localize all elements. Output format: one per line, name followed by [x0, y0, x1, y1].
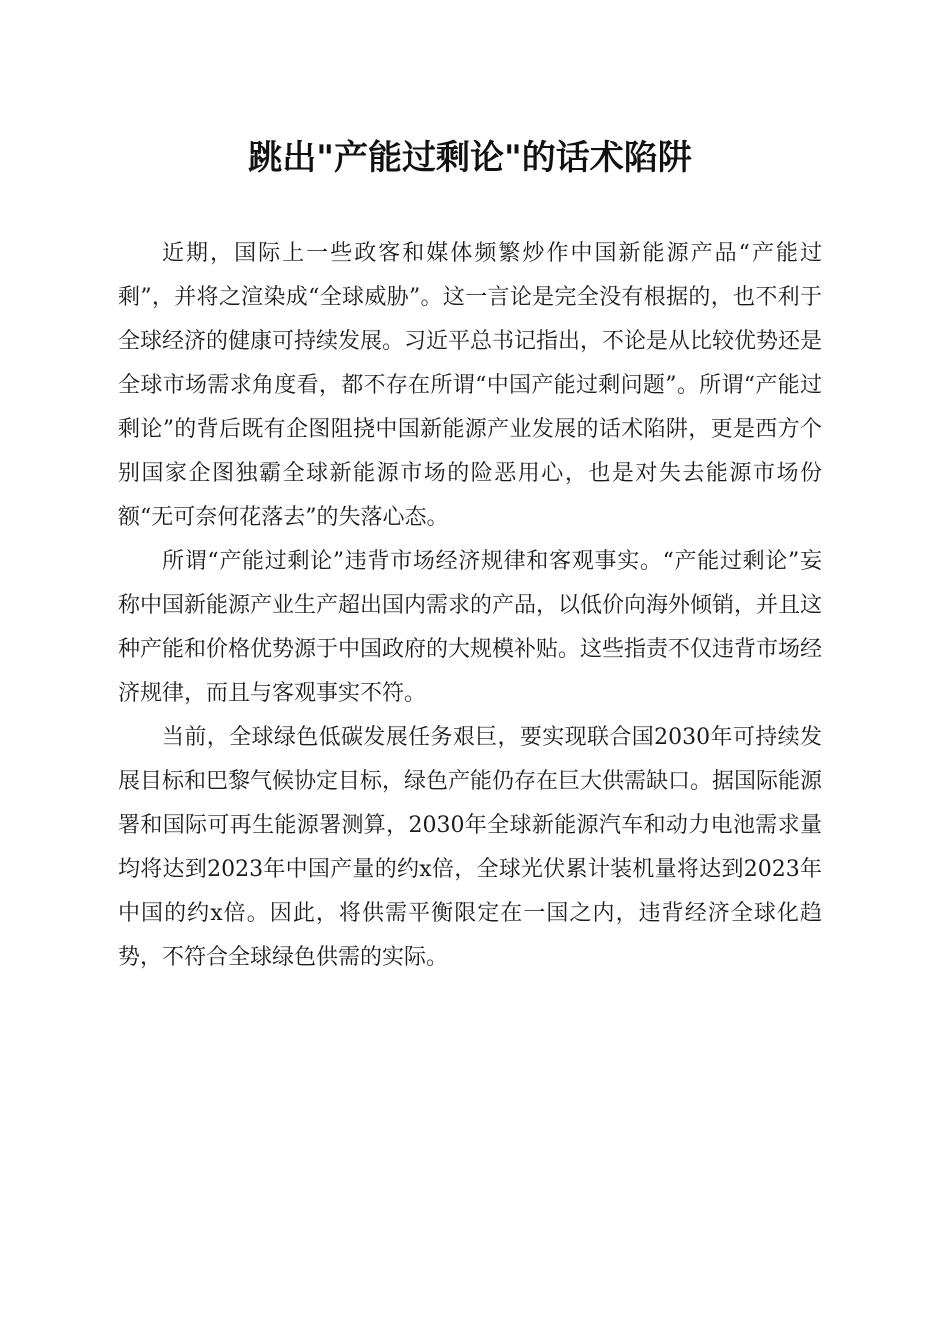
document-title: 跳出"产能过剩论"的话术陷阱 [248, 138, 692, 178]
paragraph-3: 当前，全球绿色低碳发展任务艰巨，要实现联合国2030年可持续发展目标和巴黎气候协定目标，绿色产能仍存在巨大供需缺口。据国际能源署和国际可再生能源署测算，2030年全球新能源汽车和动力电池需求量均将达到2023年中国产量的约x倍，全球光伏累计装机量将达到2023年中国的约x倍。因此，将供需平衡限定在一国之内，违背经济全球化趋势，不符合全球绿色供需的实际。 [118, 725, 823, 970]
paragraph-1: 近期，国际上一些政客和媒体频繁炒作中国新能源产品“产能过剩”，并将之渲染成“全球威胁”。这一言论是完全没有根据的，也不利于全球经济的健康可持续发展。习近平总书记指出，不论是从比较优势还是全球市场需求角度看，都不存在所谓“中国产能过剩问题”。所谓“产能过剩论”的背后既有企图阻挠中国新能源产业发展的话术陷阱，更是西方个别国家企图独霸全球新能源市场的险恶用心，也是对失去能源市场份额“无可奈何花落去”的失落心态。 [118, 241, 823, 530]
paragraph-2: 所谓“产能过剩论”违背市场经济规律和客观事实。“产能过剩论”妄称中国新能源产业生产超出国内需求的产品，以低价向海外倾销，并且这种产能和价格优势源于中国政府的大规模补贴。这些指责不仅违背市场经济规律，而且与客观事实不符。 [118, 549, 823, 706]
document-body [118, 232, 822, 980]
